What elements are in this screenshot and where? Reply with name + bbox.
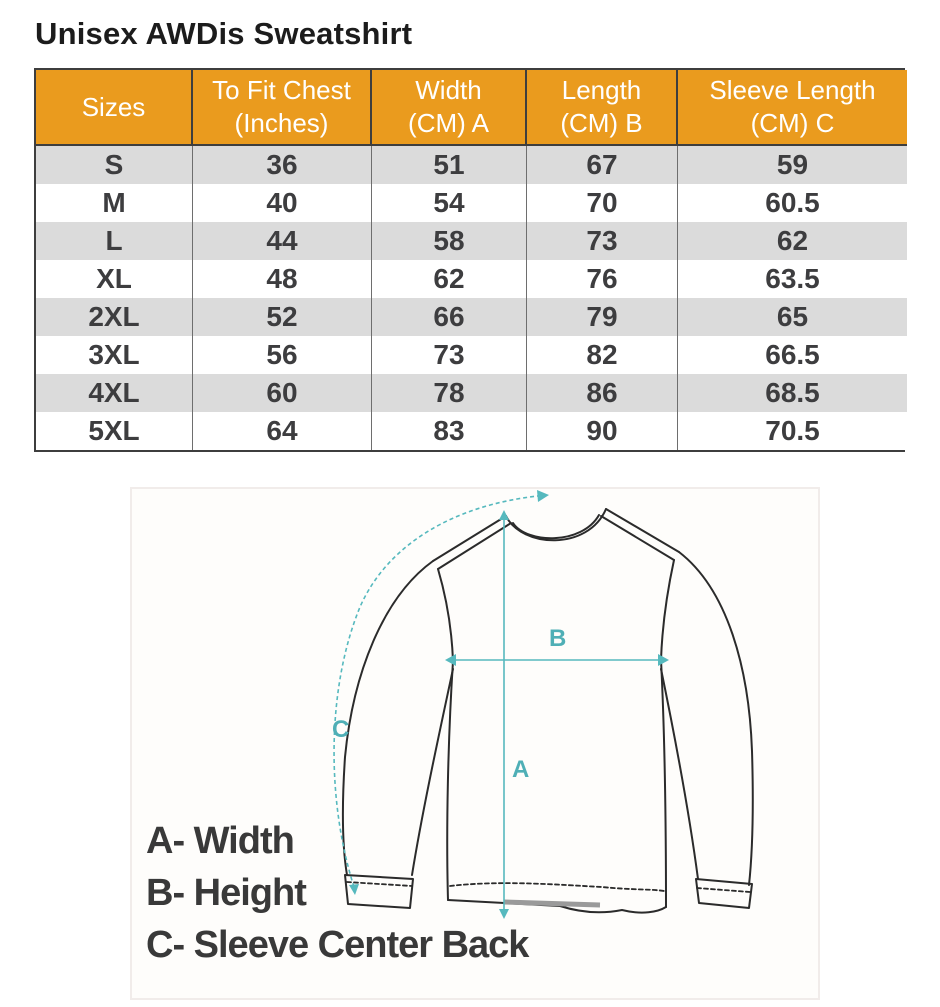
sweatshirt-diagram-icon [132,489,818,998]
arrow-c-top [537,490,549,502]
label-c: C [332,716,350,743]
cell-width: 78 [372,374,527,412]
cell-size: L [36,222,193,260]
cell-width: 62 [372,260,527,298]
cell-width: 73 [372,336,527,374]
cell-size: 2XL [36,298,193,336]
size-table [34,68,905,452]
measurement-diagram [130,487,820,1000]
cell-chest: 64 [193,412,372,450]
cell-width: 66 [372,298,527,336]
cell-width: 54 [372,184,527,222]
cell-sleeve: 68.5 [678,374,907,412]
cell-length: 73 [527,222,678,260]
cell-sleeve: 60.5 [678,184,907,222]
cell-size: XL [36,260,193,298]
header-cell-sizes: Sizes [36,70,193,146]
legend-sleeve: C- Sleeve Center Back [146,924,529,966]
cell-chest: 56 [193,336,372,374]
cell-size: 5XL [36,412,193,450]
header-cell-width: Width (CM) A [372,70,527,146]
cell-size: 3XL [36,336,193,374]
cell-sleeve: 66.5 [678,336,907,374]
arrow-b-left [445,654,456,666]
label-b: B [549,625,567,652]
cell-width: 83 [372,412,527,450]
label-a: A [512,756,530,783]
cell-chest: 44 [193,222,372,260]
cell-length: 76 [527,260,678,298]
cell-length: 70 [527,184,678,222]
cell-length: 67 [527,146,678,184]
cell-chest: 48 [193,260,372,298]
page-title: Unisex AWDis Sweatshirt [35,16,413,51]
cell-width: 58 [372,222,527,260]
header-cell-length: Length (CM) B [527,70,678,146]
cell-sleeve: 70.5 [678,412,907,450]
cell-size: M [36,184,193,222]
cell-chest: 40 [193,184,372,222]
arrow-a-top [499,510,509,520]
cell-size: S [36,146,193,184]
cell-chest: 36 [193,146,372,184]
arrow-b-right [658,654,669,666]
cell-size: 4XL [36,374,193,412]
legend-height: B- Height [146,872,306,914]
header-cell-sleeve: Sleeve Length (CM) C [678,70,907,146]
cell-sleeve: 65 [678,298,907,336]
cell-length: 79 [527,298,678,336]
cell-chest: 52 [193,298,372,336]
cell-length: 82 [527,336,678,374]
legend-width: A- Width [146,820,294,862]
cell-width: 51 [372,146,527,184]
cell-sleeve: 63.5 [678,260,907,298]
cell-sleeve: 59 [678,146,907,184]
cell-length: 86 [527,374,678,412]
cell-chest: 60 [193,374,372,412]
cell-length: 90 [527,412,678,450]
cell-sleeve: 62 [678,222,907,260]
header-cell-chest: To Fit Chest (Inches) [193,70,372,146]
